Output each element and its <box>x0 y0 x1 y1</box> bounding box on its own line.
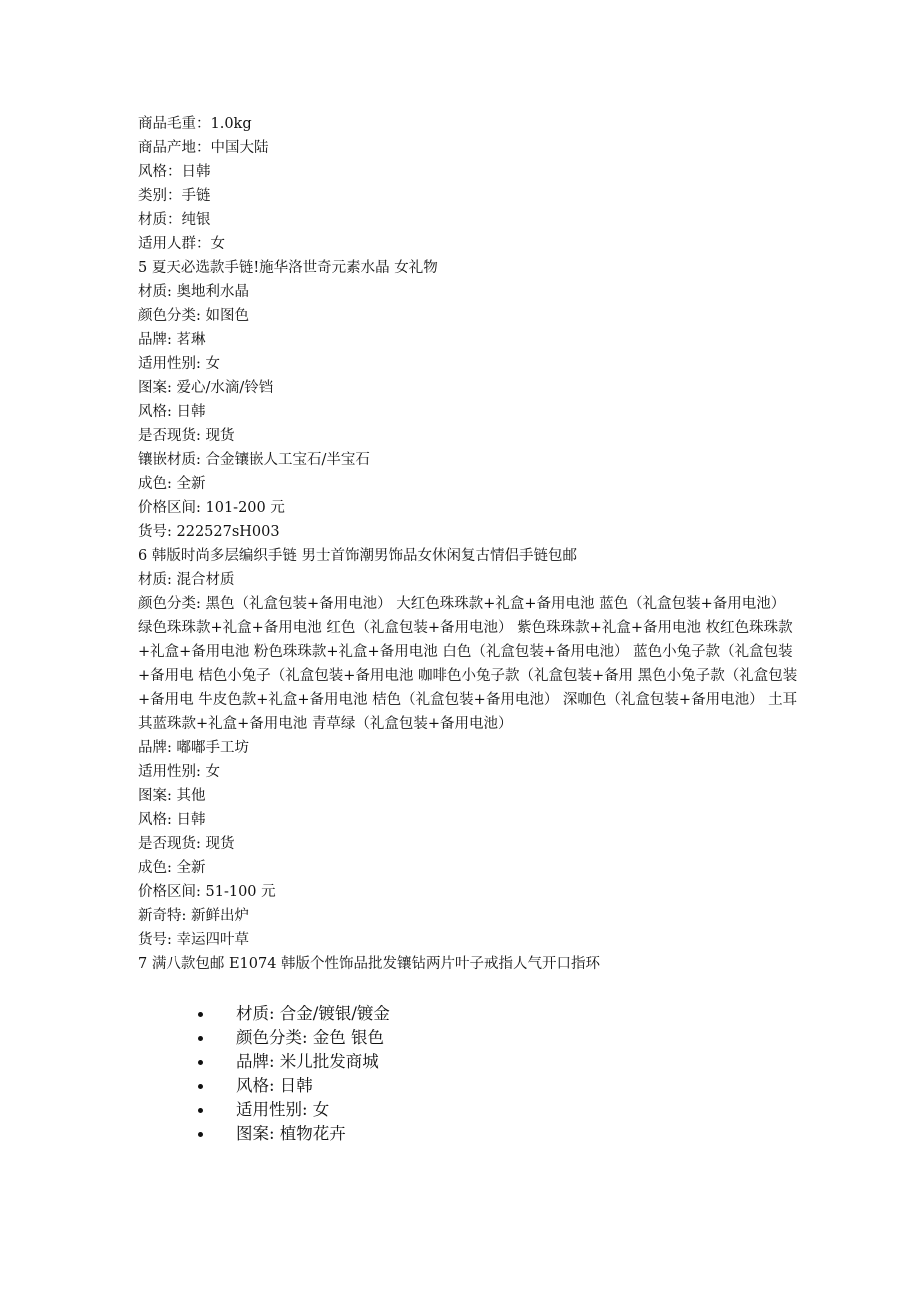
text-line: 货号: 幸运四叶草 <box>138 932 249 948</box>
text-line: 商品毛重：1.0kg <box>138 116 252 132</box>
text-line: 风格: 日韩 <box>138 404 206 420</box>
bullet-dot-icon <box>198 1108 203 1113</box>
text-line: 价格区间: 101-200 元 <box>138 500 285 516</box>
bullet-item <box>196 1026 800 1050</box>
bullet-item <box>196 1050 800 1074</box>
text-line: 商品产地：中国大陆 <box>138 140 269 156</box>
text-line: 颜色分类: 如图色 <box>138 308 249 324</box>
text-line: 价格区间: 51-100 元 <box>138 884 276 900</box>
bullet-dot-icon <box>198 1036 203 1041</box>
text-line: 新奇特: 新鲜出炉 <box>138 908 249 924</box>
text-line: 风格: 日韩 <box>138 812 206 828</box>
text-line: 适用性别: 女 <box>138 764 220 780</box>
bullet-text: 适用性别: 女 <box>236 1100 330 1119</box>
text-line: 适用人群：女 <box>138 236 225 252</box>
text-line: 品牌: 嘟嘟手工坊 <box>138 740 249 756</box>
text-line: 是否现货: 现货 <box>138 836 235 852</box>
text-line: 类别：手链 <box>138 188 211 204</box>
text-line: 图案: 其他 <box>138 788 206 804</box>
bullet-text: 图案: 植物花卉 <box>236 1124 346 1143</box>
text-line: 图案: 爱心/水滴/铃铛 <box>138 380 274 396</box>
text-line: 镶嵌材质: 合金镶嵌人工宝石/半宝石 <box>138 452 370 468</box>
bullet-dot-icon <box>198 1084 203 1089</box>
item-heading-6: 6 韩版时尚多层编织手链 男士首饰潮男饰品女休闲复古情侣手链包邮 <box>138 548 577 564</box>
bullet-item <box>196 1002 800 1026</box>
bullet-text: 颜色分类: 金色 银色 <box>236 1028 385 1047</box>
text-line: 是否现货: 现货 <box>138 428 235 444</box>
text-line: 风格：日韩 <box>138 164 211 180</box>
bullet-dot-icon <box>198 1012 203 1017</box>
bullet-text: 品牌: 米儿批发商城 <box>236 1052 379 1071</box>
bullet-list <box>196 1002 800 1146</box>
bullet-item <box>196 1122 800 1146</box>
text-line: 材质: 混合材质 <box>138 572 235 588</box>
bullet-text: 材质: 合金/镀银/镀金 <box>236 1004 390 1023</box>
top-section <box>138 112 800 592</box>
color-options-paragraph: 颜色分类: 黑色（礼盒包装+备用电池） 大红色珠珠款+礼盒+备用电池 蓝色（礼盒包装+备用电池） 绿色珠珠款+礼盒+备用电池 红色（礼盒包装+备用电池） 紫色珠珠款+礼盒+备用电池 枚红色珠珠款+礼盒+备用电池 粉色珠珠款+礼盒+备用电池 白色（礼盒包装+备用电池） 蓝色小兔子款（礼盒包装+备用电 桔色小兔子（礼盒包装+备用电池 咖啡色小兔子款（礼盒包装+备用 黑色小兔子款（礼盒包装+备用电 牛皮色款+礼盒+备用电池 桔色（礼盒包装+备用电池） 深咖色（礼盒包装+备用电池） 土耳其蓝珠款+礼盒+备用电池 青草绿（礼盒包装+备用电池） <box>138 596 798 732</box>
item-heading-5: 5 夏天必选款手链!施华洛世奇元素水晶 女礼物 <box>138 260 438 276</box>
bullet-item <box>196 1074 800 1098</box>
text-line: 成色: 全新 <box>138 476 206 492</box>
bullet-item <box>196 1098 800 1122</box>
text-line: 成色: 全新 <box>138 860 206 876</box>
bullet-text: 风格: 日韩 <box>236 1076 313 1095</box>
text-line: 适用性别: 女 <box>138 356 220 372</box>
text-line: 货号: 222527sH003 <box>138 524 280 540</box>
bottom-section <box>138 736 800 976</box>
bullet-dot-icon <box>198 1060 203 1065</box>
text-line: 材质：纯银 <box>138 212 211 228</box>
bullet-dot-icon <box>198 1132 203 1137</box>
document-page <box>138 112 800 1146</box>
text-line: 材质: 奥地利水晶 <box>138 284 249 300</box>
item-heading-7: 7 满八款包邮 E1074 韩版个性饰品批发镶钻两片叶子戒指人气开口指环 <box>138 956 601 972</box>
text-line: 品牌: 茗琳 <box>138 332 206 348</box>
